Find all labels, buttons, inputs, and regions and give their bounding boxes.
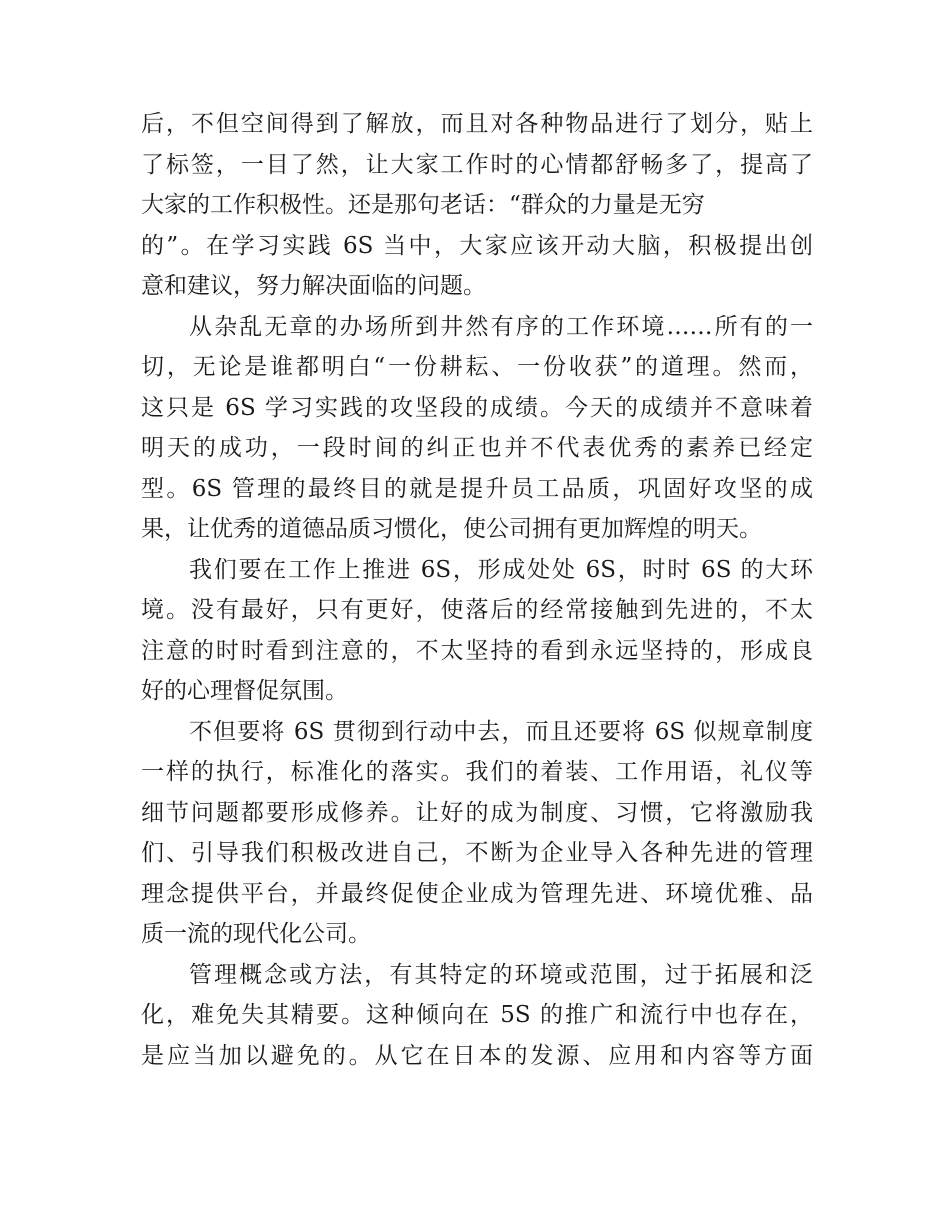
- text-line: 果，让优秀的道德品质习惯化，使公司拥有更加辉煌的明天。: [141, 516, 762, 542]
- text-line: 细节问题都要形成修养。让好的成为制度、习惯，它将激励我: [141, 799, 813, 826]
- text-line: 不但要将 6S 贯彻到行动中去，而且还要将 6S 似规章制度: [189, 718, 813, 745]
- text-line: 管理概念或方法，有其特定的环境或范围，过于拓展和泛: [189, 961, 813, 988]
- text-line: 的”。在学习实践 6S 当中，大家应该开动大脑，积极提出创: [141, 232, 813, 259]
- text-line: 好的心理督促氛围。: [141, 678, 348, 704]
- text-line: 我们要在工作上推进 6S，形成处处 6S，时时 6S 的大环: [189, 556, 813, 583]
- text-line: 从杂乱无章的办场所到井然有序的工作环境……所有的一: [189, 313, 813, 340]
- text-line: 了标签，一目了然，让大家工作时的心情都舒畅多了，提高了: [141, 151, 813, 178]
- text-line: 明天的成功，一段时间的纠正也并不代表优秀的素养已经定: [141, 435, 813, 461]
- text-line: 意和建议，努力解决面临的问题。: [141, 273, 486, 299]
- text-line: 质一流的现代化公司。: [141, 921, 371, 947]
- text-line: 大家的工作积极性。还是那句老话：“群众的力量是无穷: [141, 192, 705, 218]
- text-line: 化，难免失其精要。这种倾向在 5S 的推广和流行中也存在，: [141, 1002, 813, 1028]
- text-line: 一样的执行，标准化的落实。我们的着装、工作用语，礼仪等: [141, 759, 813, 785]
- text-line: 注意的时时看到注意的，不太坚持的看到永远坚持的，形成良: [141, 637, 813, 664]
- text-line: 切，无论是谁都明白“一份耕耘、一份收获”的道理。然而，: [141, 354, 813, 380]
- text-line: 后，不但空间得到了解放，而且对各种物品进行了划分，贴上: [141, 111, 813, 137]
- text-line: 们、引导我们积极改进自己，不断为企业导入各种先进的管理: [141, 840, 813, 866]
- text-line: 这只是 6S 学习实践的攻坚段的成绩。今天的成绩并不意味着: [141, 394, 813, 421]
- body-text: [141, 104, 813, 1076]
- text-line: 是应当加以避免的。从它在日本的发源、应用和内容等方面: [141, 1042, 813, 1069]
- text-line: 型。6S 管理的最终目的就是提升员工品质，巩固好攻坚的成: [141, 475, 813, 502]
- text-line: 理念提供平台，并最终促使企业成为管理先进、环境优雅、品: [141, 880, 813, 907]
- text-line: 境。没有最好，只有更好，使落后的经常接触到先进的，不太: [141, 597, 813, 623]
